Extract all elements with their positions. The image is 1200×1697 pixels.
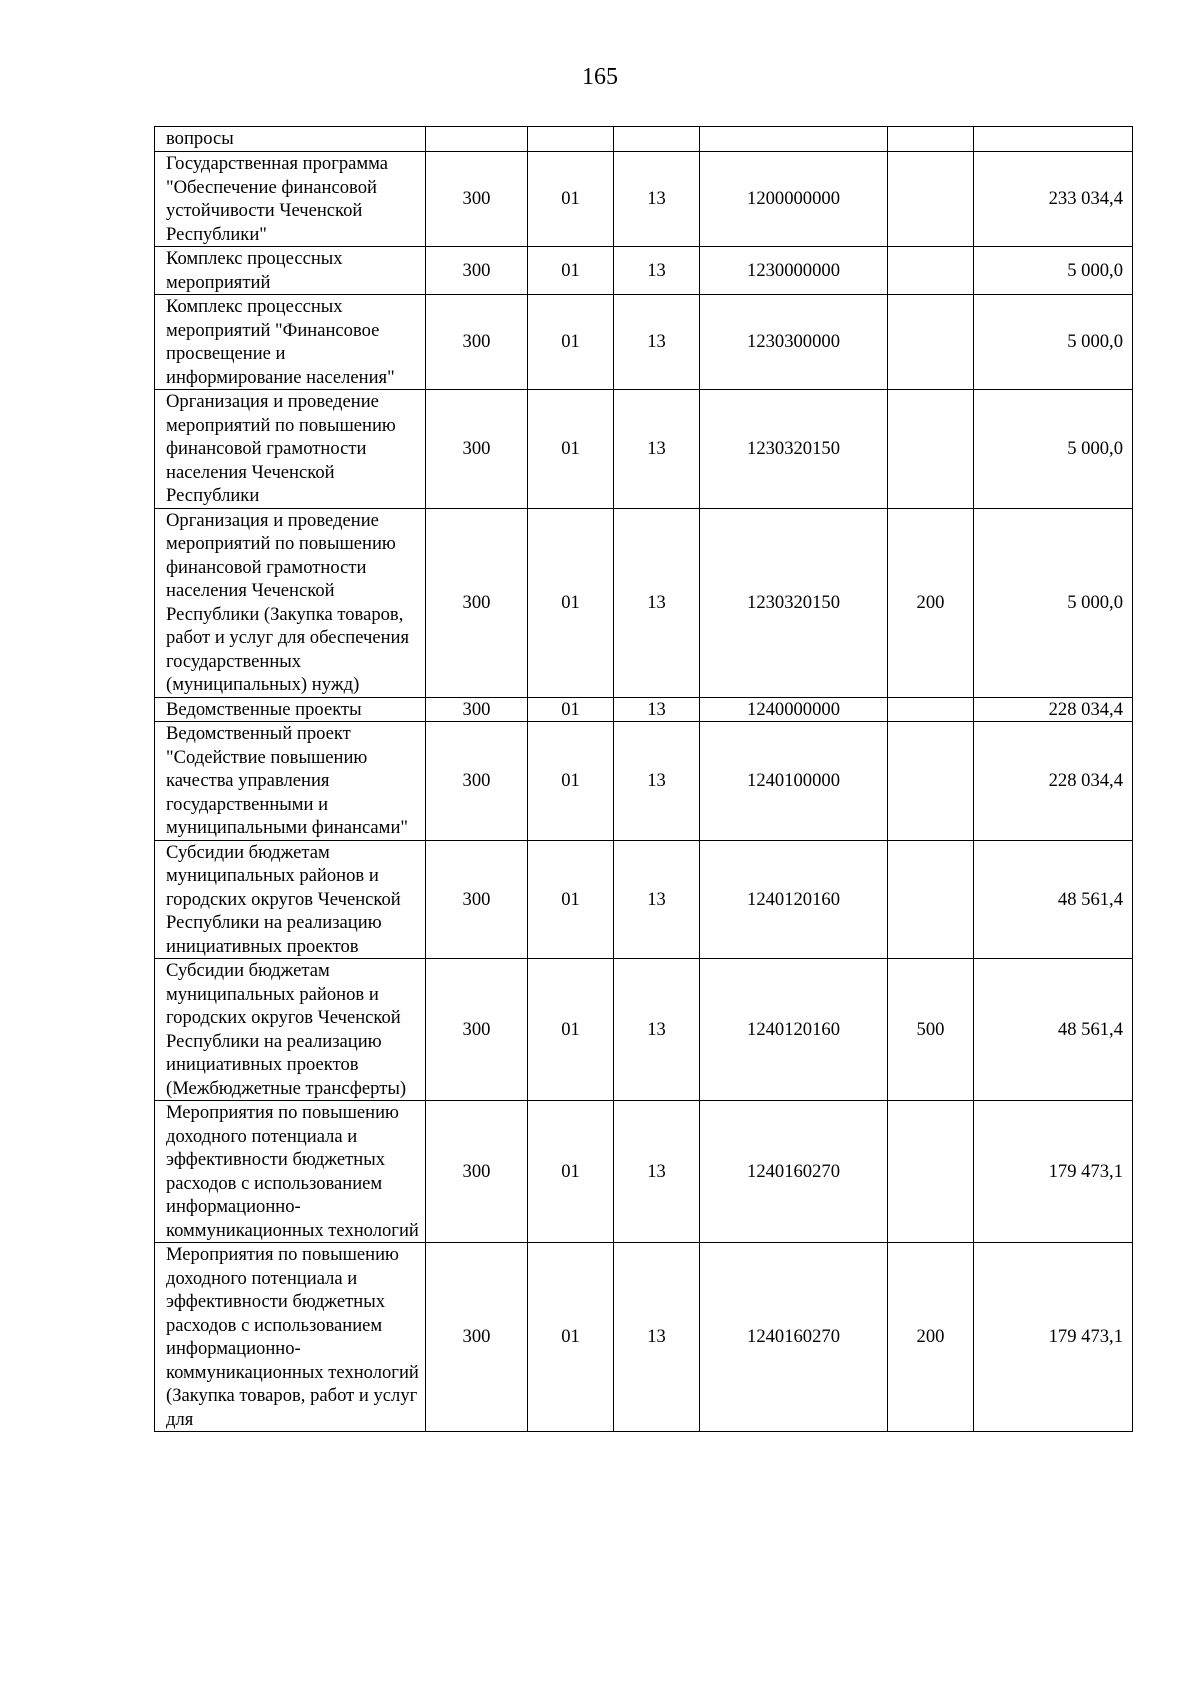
subsection-code: 13 bbox=[614, 247, 700, 295]
target-article-code: 1240000000 bbox=[700, 697, 888, 722]
table-row bbox=[155, 722, 1133, 841]
section-code: 01 bbox=[528, 390, 614, 509]
ministry-code bbox=[426, 127, 528, 152]
table-row bbox=[155, 508, 1133, 697]
table-row bbox=[155, 840, 1133, 959]
item-name: Субсидии бюджетам муниципальных районов и городских округов Чеченской Республики на реализацию инициативных проектов bbox=[155, 840, 426, 959]
item-name: вопросы bbox=[155, 127, 426, 152]
section-code: 01 bbox=[528, 959, 614, 1101]
table-row bbox=[155, 697, 1133, 722]
expense-type-code bbox=[888, 152, 974, 247]
amount bbox=[974, 127, 1133, 152]
table-row bbox=[155, 295, 1133, 390]
target-article-code: 1240160270 bbox=[700, 1243, 888, 1432]
ministry-code: 300 bbox=[426, 722, 528, 841]
amount: 5 000,0 bbox=[974, 508, 1133, 697]
section-code: 01 bbox=[528, 152, 614, 247]
ministry-code: 300 bbox=[426, 390, 528, 509]
expense-type-code bbox=[888, 247, 974, 295]
item-name: Организация и проведение мероприятий по повышению финансовой грамотности населения Чеченской Республики (Закупка товаров, работ и услуг для обеспечения государственных (муниципальных) нужд) bbox=[155, 508, 426, 697]
target-article-code: 1240100000 bbox=[700, 722, 888, 841]
subsection-code: 13 bbox=[614, 508, 700, 697]
page-number: 165 bbox=[582, 64, 618, 90]
item-name: Ведомственный проект "Содействие повышению качества управления государственными и муниципальными финансами" bbox=[155, 722, 426, 841]
amount: 48 561,4 bbox=[974, 959, 1133, 1101]
amount: 233 034,4 bbox=[974, 152, 1133, 247]
amount: 179 473,1 bbox=[974, 1101, 1133, 1243]
item-name: Субсидии бюджетам муниципальных районов и городских округов Чеченской Республики на реализацию инициативных проектов (Межбюджетные трансферты) bbox=[155, 959, 426, 1101]
ministry-code: 300 bbox=[426, 959, 528, 1101]
expense-type-code: 500 bbox=[888, 959, 974, 1101]
budget-table bbox=[154, 126, 1133, 1432]
section-code: 01 bbox=[528, 295, 614, 390]
table-row bbox=[155, 959, 1133, 1101]
amount: 5 000,0 bbox=[974, 390, 1133, 509]
subsection-code: 13 bbox=[614, 390, 700, 509]
amount: 228 034,4 bbox=[974, 722, 1133, 841]
target-article-code bbox=[700, 127, 888, 152]
target-article-code: 1240120160 bbox=[700, 840, 888, 959]
target-article-code: 1230000000 bbox=[700, 247, 888, 295]
expense-type-code bbox=[888, 1101, 974, 1243]
table-row bbox=[155, 247, 1133, 295]
subsection-code: 13 bbox=[614, 295, 700, 390]
ministry-code: 300 bbox=[426, 1243, 528, 1432]
ministry-code: 300 bbox=[426, 295, 528, 390]
ministry-code: 300 bbox=[426, 152, 528, 247]
subsection-code: 13 bbox=[614, 152, 700, 247]
section-code: 01 bbox=[528, 508, 614, 697]
expense-type-code bbox=[888, 127, 974, 152]
target-article-code: 1230320150 bbox=[700, 390, 888, 509]
section-code: 01 bbox=[528, 247, 614, 295]
subsection-code: 13 bbox=[614, 959, 700, 1101]
target-article-code: 1200000000 bbox=[700, 152, 888, 247]
amount: 48 561,4 bbox=[974, 840, 1133, 959]
table-row bbox=[155, 152, 1133, 247]
table-row bbox=[155, 127, 1133, 152]
section-code: 01 bbox=[528, 697, 614, 722]
ministry-code: 300 bbox=[426, 840, 528, 959]
amount: 179 473,1 bbox=[974, 1243, 1133, 1432]
ministry-code: 300 bbox=[426, 247, 528, 295]
target-article-code: 1230300000 bbox=[700, 295, 888, 390]
amount: 5 000,0 bbox=[974, 247, 1133, 295]
target-article-code: 1230320150 bbox=[700, 508, 888, 697]
amount: 228 034,4 bbox=[974, 697, 1133, 722]
item-name: Комплекс процессных мероприятий "Финансовое просвещение и информирование населения" bbox=[155, 295, 426, 390]
table-row bbox=[155, 1101, 1133, 1243]
table-row bbox=[155, 390, 1133, 509]
subsection-code: 13 bbox=[614, 840, 700, 959]
target-article-code: 1240120160 bbox=[700, 959, 888, 1101]
section-code: 01 bbox=[528, 722, 614, 841]
expense-type-code bbox=[888, 295, 974, 390]
target-article-code: 1240160270 bbox=[700, 1101, 888, 1243]
expense-type-code: 200 bbox=[888, 1243, 974, 1432]
subsection-code: 13 bbox=[614, 1101, 700, 1243]
ministry-code: 300 bbox=[426, 697, 528, 722]
expense-type-code bbox=[888, 722, 974, 841]
ministry-code: 300 bbox=[426, 508, 528, 697]
subsection-code bbox=[614, 127, 700, 152]
section-code: 01 bbox=[528, 840, 614, 959]
expense-type-code bbox=[888, 697, 974, 722]
item-name: Мероприятия по повышению доходного потенциала и эффективности бюджетных расходов с использованием информационно-коммуникационных технологий (Закупка товаров, работ и услуг для bbox=[155, 1243, 426, 1432]
item-name: Ведомственные проекты bbox=[155, 697, 426, 722]
subsection-code: 13 bbox=[614, 722, 700, 841]
amount: 5 000,0 bbox=[974, 295, 1133, 390]
section-code: 01 bbox=[528, 1101, 614, 1243]
expense-type-code bbox=[888, 390, 974, 509]
item-name: Организация и проведение мероприятий по повышению финансовой грамотности населения Чеченской Республики bbox=[155, 390, 426, 509]
ministry-code: 300 bbox=[426, 1101, 528, 1243]
expense-type-code bbox=[888, 840, 974, 959]
subsection-code: 13 bbox=[614, 1243, 700, 1432]
expense-type-code: 200 bbox=[888, 508, 974, 697]
section-code bbox=[528, 127, 614, 152]
subsection-code: 13 bbox=[614, 697, 700, 722]
table-row bbox=[155, 1243, 1133, 1432]
item-name: Мероприятия по повышению доходного потенциала и эффективности бюджетных расходов с использованием информационно-коммуникационных технологий bbox=[155, 1101, 426, 1243]
section-code: 01 bbox=[528, 1243, 614, 1432]
item-name: Комплекс процессных мероприятий bbox=[155, 247, 426, 295]
item-name: Государственная программа "Обеспечение финансовой устойчивости Чеченской Республики" bbox=[155, 152, 426, 247]
